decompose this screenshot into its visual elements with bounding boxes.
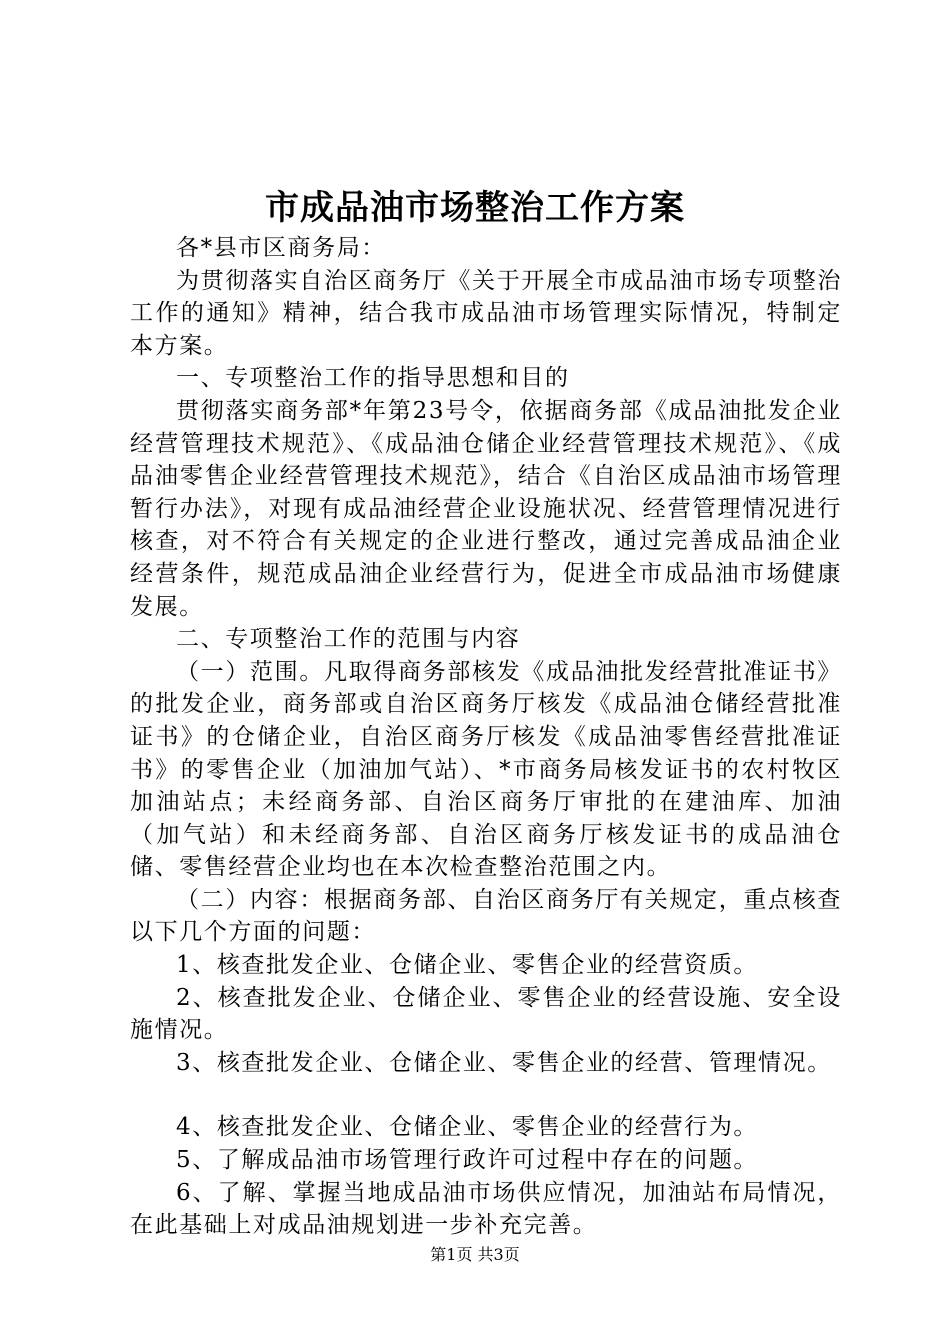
paragraph-scope: （一）范围。凡取得商务部核发《成品油批发经营批准证书》的批发企业，商务部或自治区商务厅核发《成品油仓储经营批准证书》的仓储企业，自治区商务厅核发《成品油零售经营批准证书》的零售企业（加油加气站）、*市商务局核发证书的农村牧区加油站点；未经商务部、自治区商务厅审批的在建油库、加油（加气站）和未经商务部、自治区商务厅核发证书的成品油仓储、零售经营企业均也在本次检查整治范围之内。 [130,658,842,881]
list-item-2: 2、核查批发企业、仓储企业、零售企业的经营设施、安全设施情况。 [130,984,842,1044]
list-item-1: 1、核查批发企业、仓储企业、零售企业的经营资质。 [176,952,759,979]
list-item-3: 3、核查批发企业、仓储企业、零售企业的经营、管理情况。 [176,1049,832,1076]
section-heading-2: 二、专项整治工作的范围与内容 [176,626,521,653]
list-item-6: 6、了解、掌握当地成品油市场供应情况，加油站布局情况，在此基础上对成品油规划进一步补充完善。 [130,1179,842,1239]
section-heading-1: 一、专项整治工作的指导思想和目的 [176,365,570,392]
list-item-4: 4、核查批发企业、仓储企业、零售企业的经营行为。 [176,1114,759,1141]
page-indicator: 第1页 共3页 [430,1245,520,1264]
paragraph-intro: 为贯彻落实自治区商务厅《关于开展全市成品油市场专项整治工作的通知》精神，结合我市成品油市场管理实际情况，特制定本方案。 [130,267,842,359]
list-item-5: 5、了解成品油市场管理行政许可过程中存在的问题。 [176,1147,759,1174]
paragraph-guiding-thought: 贯彻落实商务部*年第23号令，依据商务部《成品油批发企业经营管理技术规范》、《成品油仓储企业经营管理技术规范》、《成品油零售企业经营管理技术规范》，结合《自治区成品油市场管理暂行办法》，对现有成品油经营企业设施状况、经营管理情况进行核查，对不符合有关规定的企业进行整改，通过完善成品油企业经营条件，规范成品油企业经营行为，促进全市成品油市场健康发展。 [130,397,842,620]
document-title: 市成品油市场整治工作方案 [265,188,685,228]
salutation: 各*县市区商务局： [176,235,386,261]
document-body [130,232,842,1242]
paragraph-content: （二）内容：根据商务部、自治区商务厅有关规定，重点核查以下几个方面的问题： [130,886,842,946]
